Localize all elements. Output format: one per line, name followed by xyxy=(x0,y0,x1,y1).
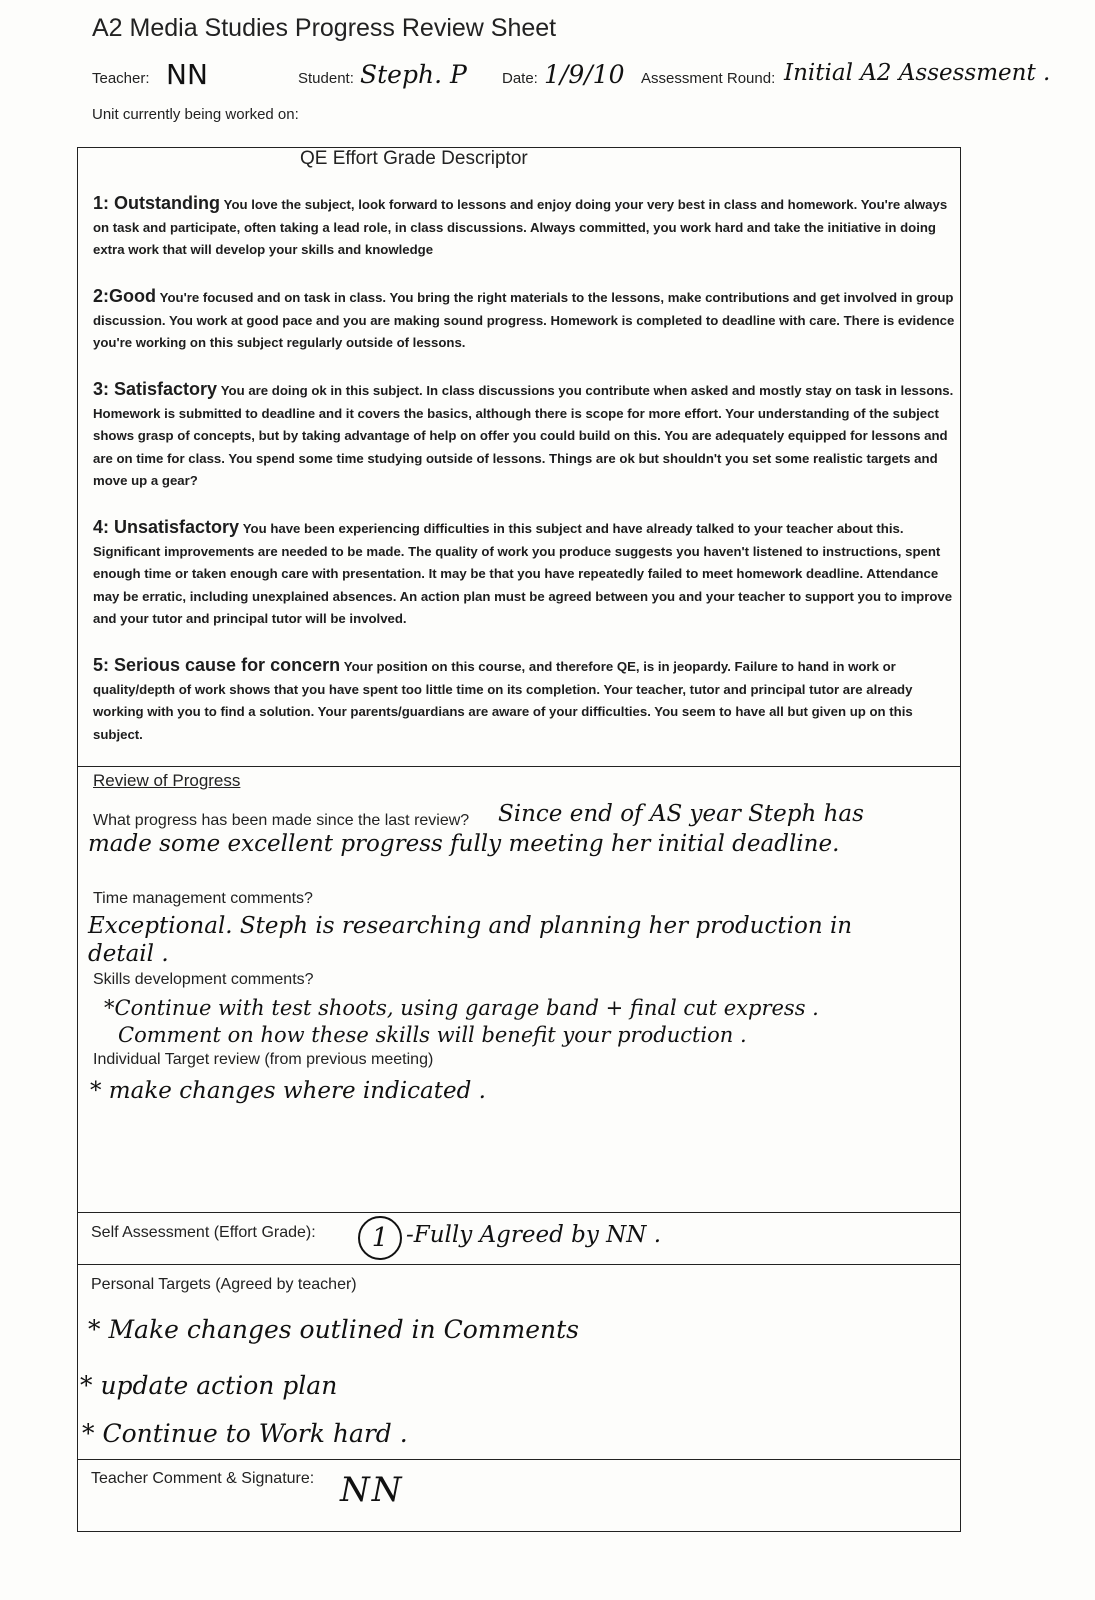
review-form-box xyxy=(77,147,961,1532)
grade-descriptor-3 xyxy=(93,378,955,493)
grade-text: You have been experiencing difficulties in this subject and have already talked to your teacher about this. Significant improvements are needed to be made. The quality of work you produce suggests you haven't listened to instructions, spent enough time or taken enough care with presentation. It may be that you have repeatedly failed to meet homework deadline. Attendance may be erratic, including unexplained absences. An action plan must be agreed between you and your teacher to support you to improve and your tutor and principal tutor will be involved. xyxy=(93,521,953,626)
teacher-value: NN xyxy=(166,58,208,91)
grade-descriptor-5 xyxy=(93,654,955,746)
grade-text: You are doing ok in this subject. In class discussions you contribute when asked and mostly stay on task in lessons. Homework is submitted to deadline and it covers the basics, although there is scope for more effort. Your understanding of the subject shows grasp of concepts, but by taking advantage of help on offer you could build on this. You are adequately equipped for lessons and are on time for class. You spend some time studying outside of lessons. Things are ok but shouldn't you set some realistic targets and move up a gear? xyxy=(93,383,954,488)
progress-question: What progress has been made since the last review? xyxy=(93,812,470,829)
self-assessment-section xyxy=(78,1212,960,1265)
self-assessment-grade: 1 xyxy=(358,1216,402,1260)
assessment-round-label: Assessment Round: xyxy=(641,70,776,87)
personal-targets-label: Personal Targets (Agreed by teacher) xyxy=(91,1276,357,1293)
teacher-label: Teacher: xyxy=(92,70,150,87)
page-title: A2 Media Studies Progress Review Sheet xyxy=(92,14,557,42)
review-of-progress-section xyxy=(78,766,960,1213)
target-review-answer: * make changes where indicated . xyxy=(90,1078,486,1104)
grade-heading: 1: Outstanding xyxy=(93,193,220,213)
skills-answer-line-1: *Continue with test shoots, using garage band + final cut express . xyxy=(104,996,819,1020)
grade-heading: 2:Good xyxy=(93,286,156,306)
grade-descriptor-2 xyxy=(93,285,955,355)
unit-label: Unit currently being worked on: xyxy=(92,106,299,123)
grade-text: You're focused and on task in class. You bring the right materials to the lessons, make contributions and get involved in group discussion. You work at good pace and you are making sound progress. Homework is completed to deadline with care. There is evidence you're working on this subject regularly outside of lessons. xyxy=(93,290,955,350)
descriptor-title: QE Effort Grade Descriptor xyxy=(300,148,528,169)
grade-descriptor-1 xyxy=(93,192,955,262)
date-label: Date: xyxy=(502,70,538,87)
student-value: Steph. P xyxy=(360,60,467,89)
personal-target-item: * Make changes outlined in Comments xyxy=(88,1315,579,1344)
header-meta-row xyxy=(0,60,1095,100)
time-management-answer-line-1: Exceptional. Steph is researching and planning her production in xyxy=(88,913,853,939)
teacher-comment-section xyxy=(78,1459,960,1532)
skills-answer-line-2: Comment on how these skills will benefit your production . xyxy=(118,1023,747,1047)
grade-heading: 5: Serious cause for concern xyxy=(93,655,341,675)
grade-heading: 4: Unsatisfactory xyxy=(93,517,240,537)
target-review-question: Individual Target review (from previous meeting) xyxy=(93,1051,434,1068)
assessment-round-value: Initial A2 Assessment . xyxy=(784,60,1051,86)
grade-descriptor-4 xyxy=(93,516,955,631)
grade-text: You love the subject, look forward to lessons and enjoy doing your very best in class and homework. You're always on task and participate, often taking a lead role, in class discussions. Always committed, you work hard and take the initiative in doing extra work that will develop your skills and knowledge xyxy=(93,197,948,257)
progress-answer-line-2: made some excellent progress fully meeting her initial deadline. xyxy=(88,831,840,857)
time-management-answer-line-2: detail . xyxy=(88,941,169,967)
grade-text: Your position on this course, and therefore QE, is in jeopardy. Failure to hand in work or quality/depth of work shows that you have spent too little time on its completion. Your teacher, tutor and principal tutor are already working with you to find a solution. Your parents/guardians are aware of your difficulties. You seem to have all but given up on this subject. xyxy=(93,659,913,742)
self-assessment-label: Self Assessment (Effort Grade): xyxy=(91,1224,316,1241)
teacher-comment-label: Teacher Comment & Signature: xyxy=(91,1470,315,1487)
review-heading: Review of Progress xyxy=(93,771,241,790)
progress-answer-line-1: Since end of AS year Steph has xyxy=(498,801,864,827)
teacher-signature: NN xyxy=(340,1470,404,1510)
time-management-question: Time management comments? xyxy=(93,890,313,907)
personal-target-item: * update action plan xyxy=(80,1371,338,1400)
self-assessment-comment: -Fully Agreed by NN . xyxy=(406,1222,662,1248)
date-value: 1/9/10 xyxy=(544,60,625,89)
grade-heading: 3: Satisfactory xyxy=(93,379,218,399)
student-label: Student: xyxy=(298,70,354,87)
self-assessment-grade-wrap xyxy=(358,1216,402,1260)
personal-targets-section xyxy=(78,1264,960,1460)
skills-development-question: Skills development comments? xyxy=(93,971,314,988)
personal-target-item: * Continue to Work hard . xyxy=(82,1419,408,1448)
